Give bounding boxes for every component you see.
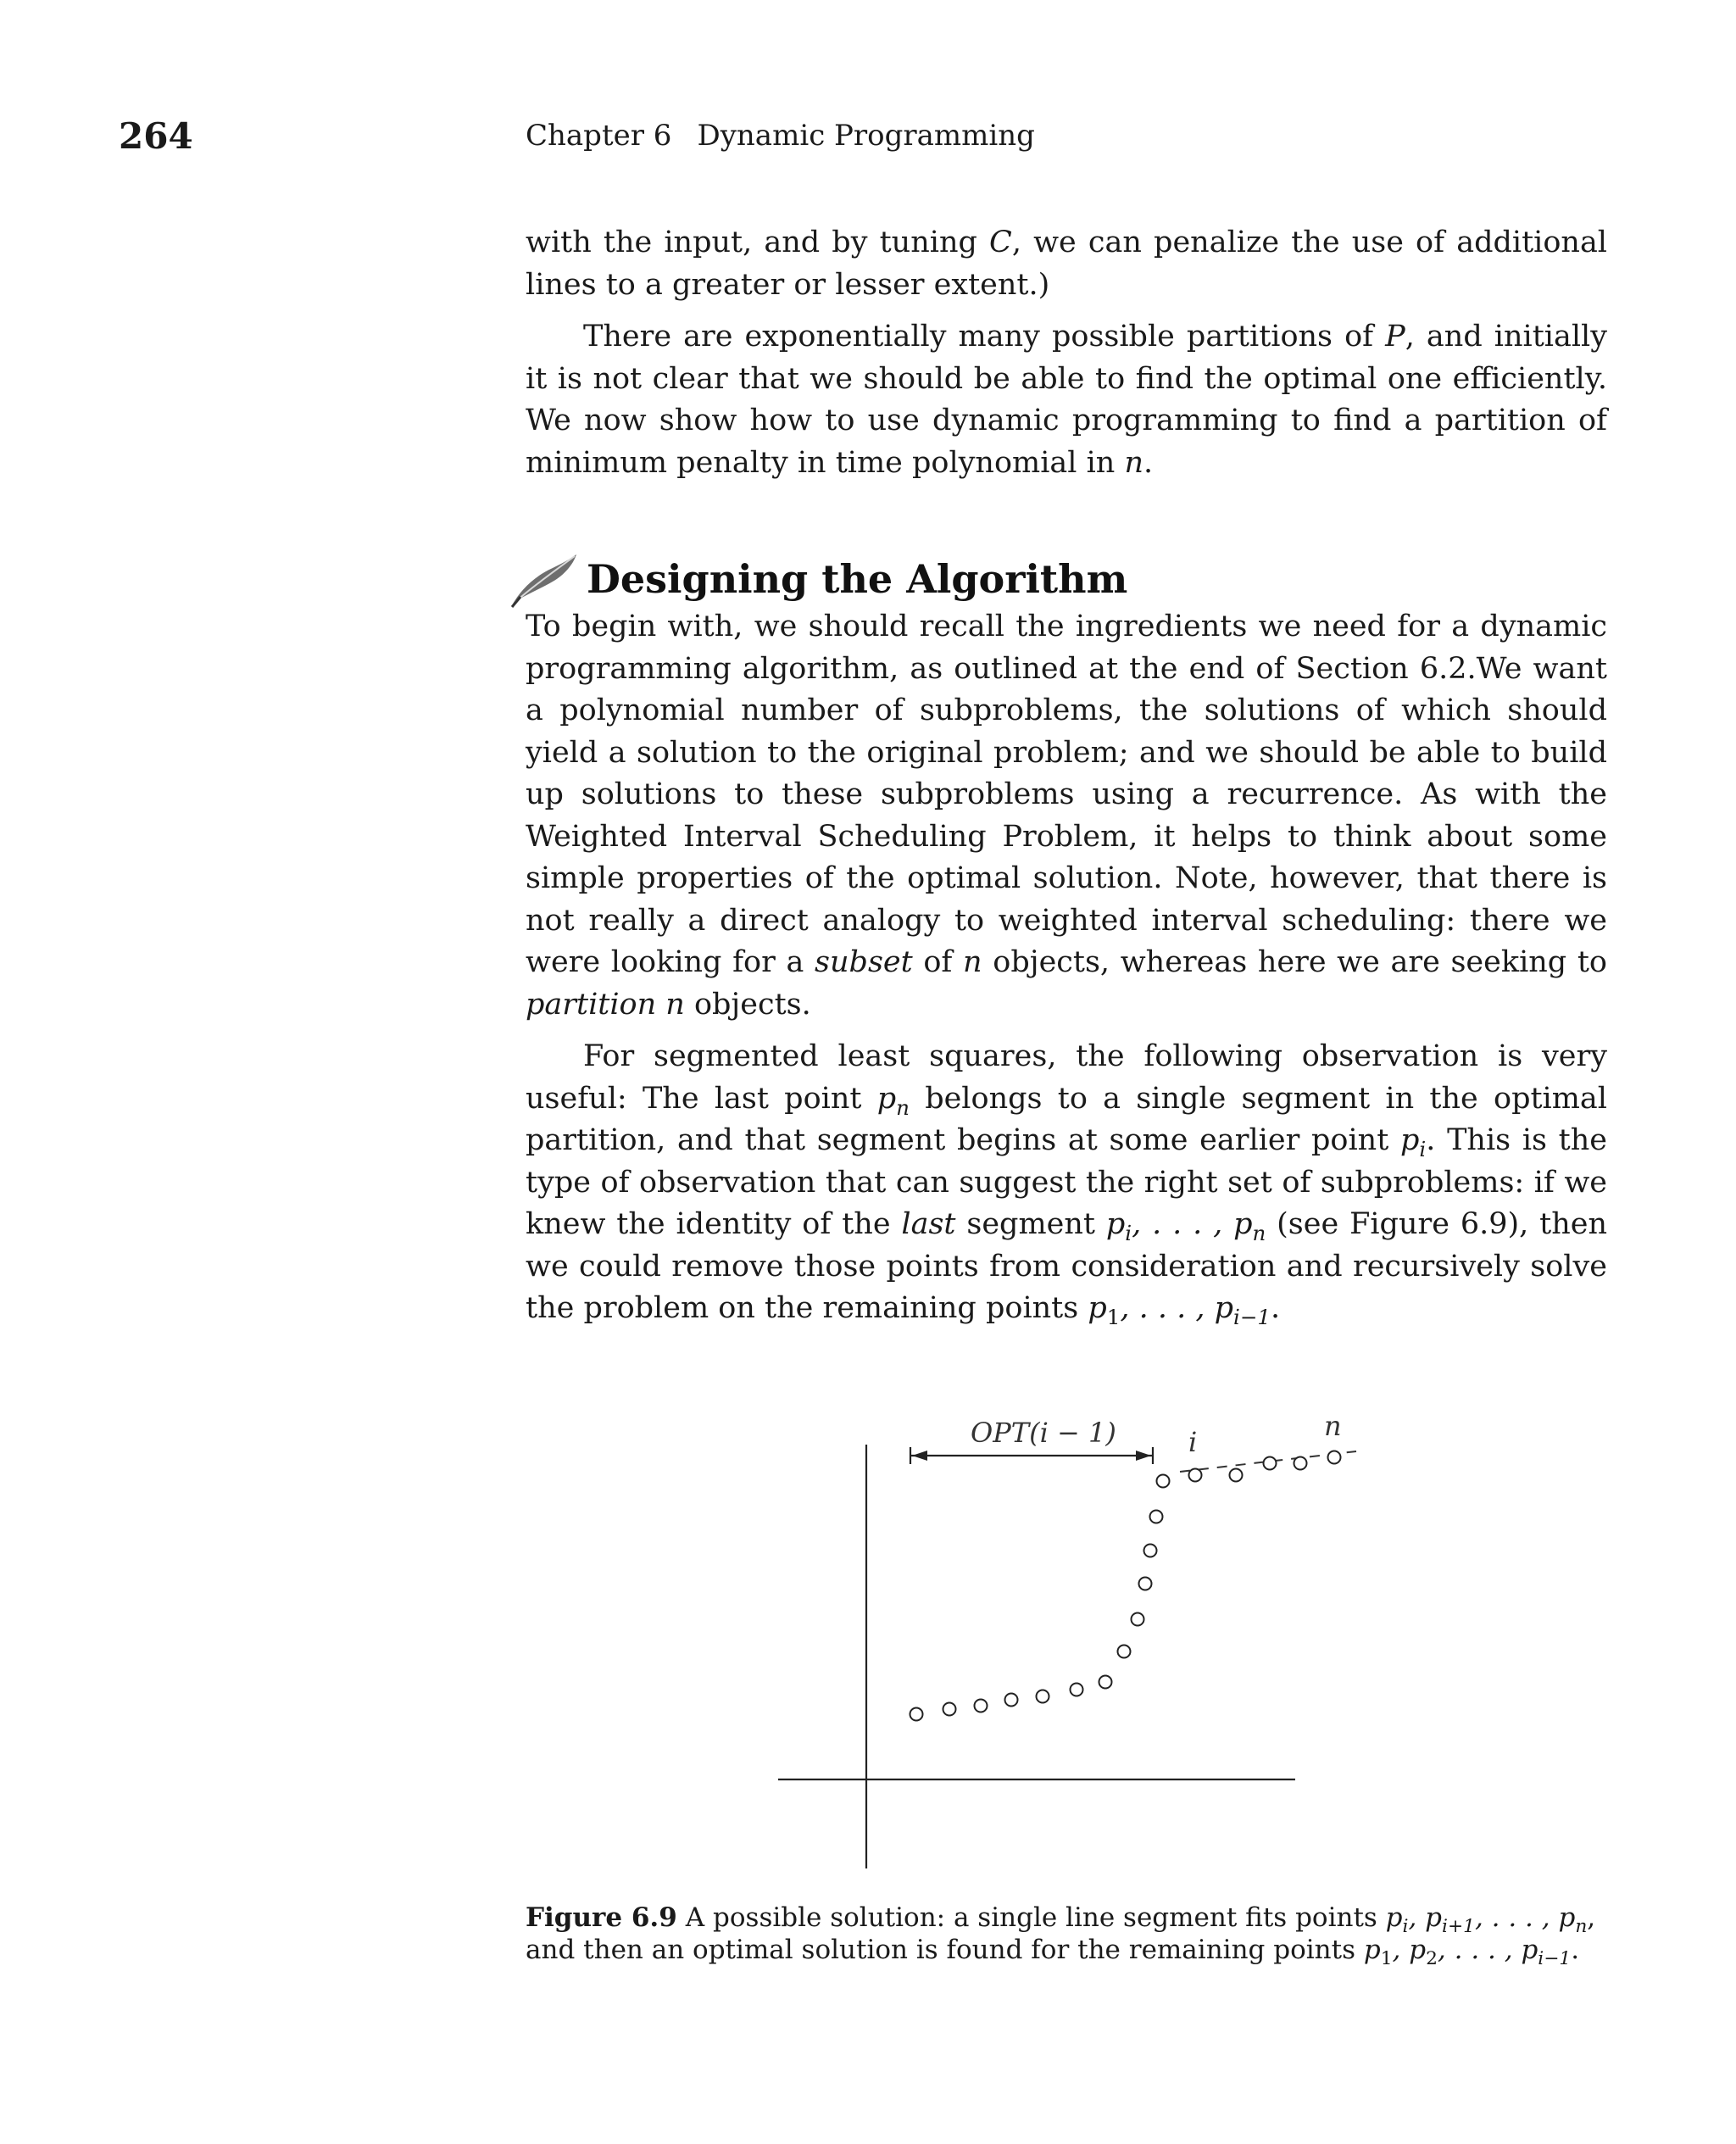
data-point	[1230, 1469, 1243, 1482]
opt-label: OPT(i − 1)	[971, 1417, 1116, 1449]
paragraph: There are exponentially many possible partitions of P, and initially it is not clear that we should be able to find the optimal one efficiently. We now show how to use dynamic programming to find a partition of minimum penalty in time polynomial in n.	[526, 320, 1608, 480]
data-point	[910, 1708, 923, 1721]
data-point	[1294, 1457, 1307, 1470]
chapter-label: Chapter 6	[526, 119, 672, 153]
paragraph: To begin with, we should recall the ingredients we need for a dynamic programming algorithm, as outlined at the end of Section 6.2.We want a polynomial number of subproblems, the solutions of which should yield a solution to the original problem; and we should be able to build up solutions to these subproblems using a recurrence. As with the Weighted Interval Scheduling Problem, it helps to think about some simple properties of the optimal solution. Note, however, that there is not really a direct analogy to weighted interval scheduling: there we were looking for a subset of n objects, whereas here we are seeking to partition n objects.	[526, 610, 1607, 1022]
arrow-left-head	[912, 1451, 927, 1461]
label-i: i	[1188, 1426, 1198, 1458]
caption-label: Figure 6.9	[526, 1902, 677, 1933]
data-point	[943, 1703, 956, 1716]
data-point	[1099, 1676, 1112, 1689]
section-title: Designing the Algorithm	[587, 556, 1128, 602]
data-point	[1150, 1511, 1163, 1523]
data-point	[1144, 1545, 1157, 1557]
figure-caption: Figure 6.9 A possible solution: a single line segment fits points $p_i$, $p_{i+1}$, . . . , $p_n$, and then an optimal solution is found for the remaining points $p_1$, $p_2$, . . . , $p_{i-1}$.	[526, 1902, 1596, 1970]
data-point	[1037, 1690, 1049, 1703]
data-point	[1264, 1457, 1277, 1470]
data-point	[975, 1700, 988, 1712]
data-point	[1071, 1684, 1083, 1696]
data-point	[1157, 1475, 1170, 1488]
chapter-title: Dynamic Programming	[697, 119, 1035, 153]
arrow-right-head	[1136, 1451, 1151, 1461]
data-point	[1328, 1451, 1341, 1464]
label-n: n	[1324, 1410, 1342, 1442]
data-point	[1005, 1694, 1018, 1707]
paragraph: with the input, and by tuning C, we can penalize the use of additional lines to a greater or lesser extent.)	[526, 226, 1608, 302]
paragraph: For segmented least squares, the following observation is very useful: The last point $p_n$ belongs to a single segment in the optimal partition, and that segment begins at some earlier point $p_i$. This is the type of observation that can suggest the right set of subproblems: if we knew the identity of the last segment $p_i$, . . . , $p_n$ (see Figure 6.9), then we could remove those points from consideration and recursively solve the problem on the remaining points $p_1$, . . . , $p_{i-1}$.	[526, 1039, 1607, 1329]
data-point	[1132, 1613, 1144, 1626]
data-point	[1189, 1469, 1202, 1482]
page-number: 264	[119, 115, 193, 157]
data-point	[1118, 1646, 1131, 1658]
data-points	[910, 1451, 1341, 1721]
data-point	[1139, 1578, 1152, 1590]
